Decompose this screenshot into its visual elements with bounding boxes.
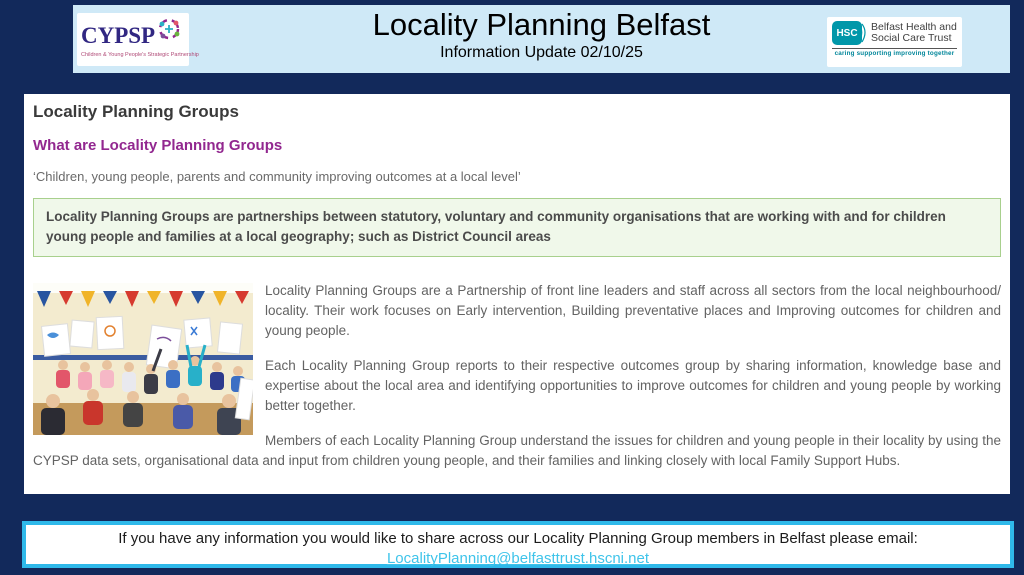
header-band [73, 5, 1010, 73]
hsc-icon [832, 21, 862, 45]
children-group-photo [33, 283, 253, 435]
hsc-logo-top [832, 21, 957, 45]
hsc-logo [827, 17, 962, 67]
quote-line: ‘Children, young people, parents and community improving outcomes at a local level’ [33, 169, 521, 184]
paragraph-1: Locality Planning Groups are a Partnership of front line leaders and staff across all sectors from the local neighbourhood/ locality. Their work focuses on Early intervention, Building preventative places and Improving outcomes for children and young people. [265, 283, 1001, 338]
hsc-logo-divider [832, 48, 957, 49]
contact-box [22, 521, 1014, 568]
page-title: Locality Planning Belfast [372, 7, 711, 42]
hsc-logo-name [871, 22, 957, 45]
body-block [33, 281, 1001, 471]
section-subheading: What are Locality Planning Groups [33, 137, 283, 154]
cypsp-logo-text: CYPSP [81, 23, 156, 48]
hsc-wave-icon [856, 22, 868, 44]
cypsp-swirl-icon [156, 16, 182, 47]
hsc-icon-text: HSC [836, 27, 858, 39]
hsc-name-line1: Belfast Health and [871, 20, 957, 33]
highlight-box: Locality Planning Groups are partnerships between statutory, voluntary and community organisations that are working with and for children young people and families at a local geography; such as District Council areas [33, 198, 1001, 257]
contact-text: If you have any information you would like to share across our Locality Planning Group members in Belfast please email: [118, 530, 918, 547]
page-subtitle: Information Update 02/10/25 [440, 44, 643, 61]
section-heading: Locality Planning Groups [33, 102, 239, 121]
paragraph-3: Members of each Locality Planning Group understand the issues for children and young people in their locality by using the CYPSP data sets, organisational data and input from children young people, and their families and linking closely with local Family Support Hubs. [33, 433, 1001, 468]
cypsp-logo-row [81, 15, 185, 51]
hsc-name-line2: Social Care Trust [871, 32, 952, 44]
hsc-logo-tagline: caring supporting improving together [834, 50, 955, 57]
email-link[interactable]: LocalityPlanning@belfasttrust.hscni.net [386, 550, 650, 567]
cypsp-logo [77, 13, 199, 66]
cypsp-logo-tagline: Children & Young People's Strategic Partnership [81, 52, 199, 58]
content-panel [24, 94, 1010, 494]
paragraph-2: Each Locality Planning Group reports to their respective outcomes group by sharing information, knowledge base and expertise about the local area and identifying opportunities to improve outcomes for children and young people by working better together. [265, 358, 1001, 413]
